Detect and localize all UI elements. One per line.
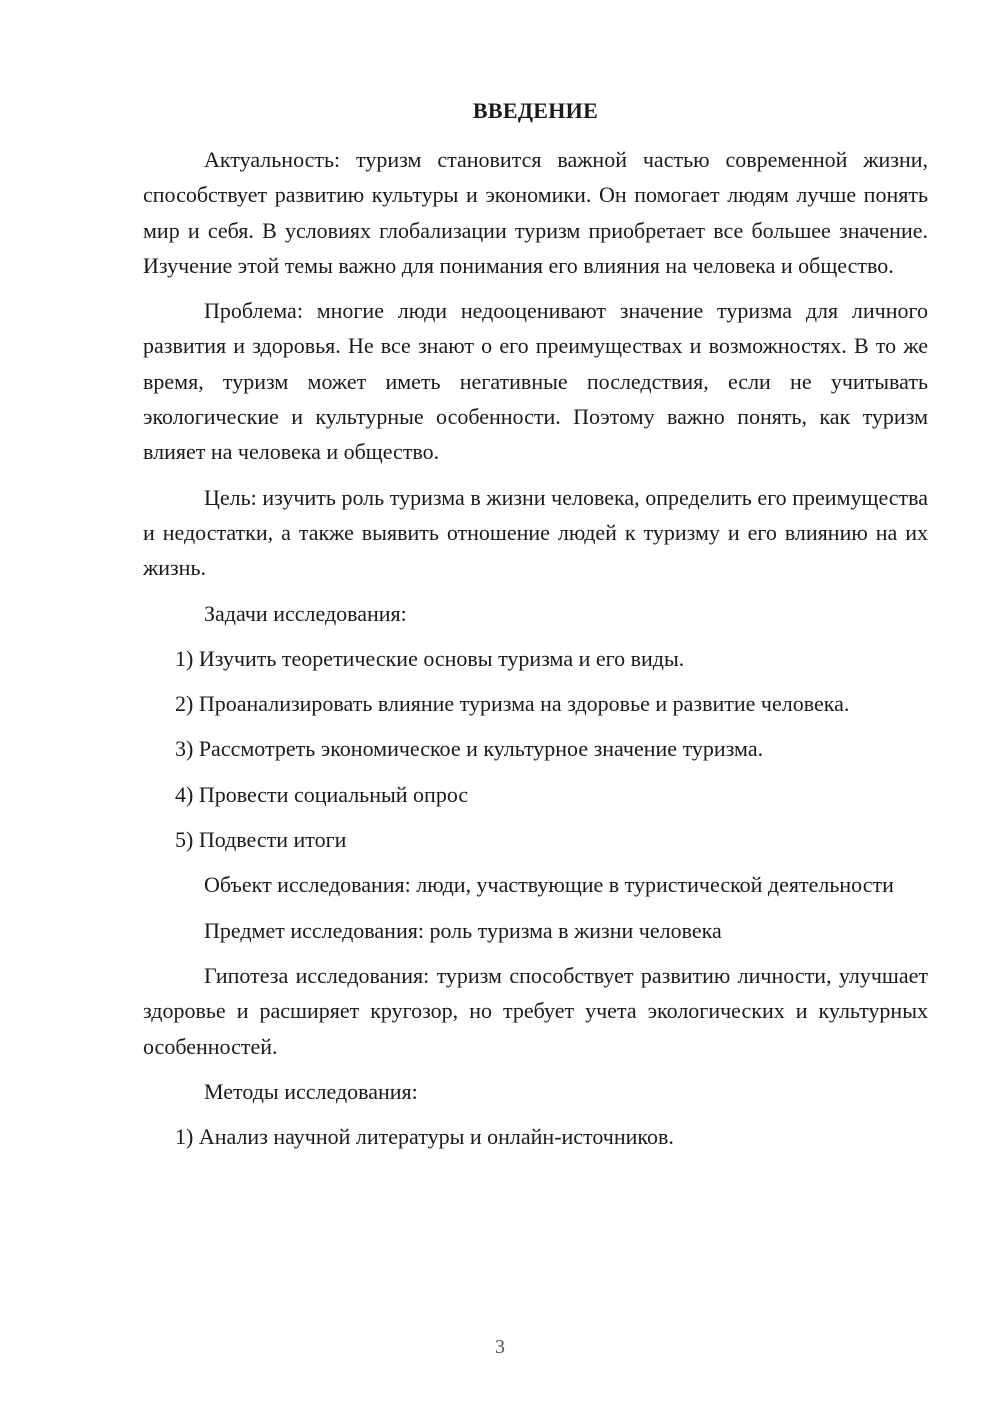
list-item-method-1: 1) Анализ научной литературы и онлайн-источников. <box>175 1124 674 1150</box>
page-number: 3 <box>495 1336 505 1358</box>
paragraph-hypothesis: Гипотеза исследования: туризм способствует развитию личности, улучшает здоровье и расширяет кругозор, но требует учета экологических и культурных особенностей. <box>143 962 928 1059</box>
list-item-task-5: 5) Подвести итоги <box>175 827 347 853</box>
list-item-task-4: 4) Провести социальный опрос <box>175 781 469 807</box>
list-item-task-3: 3) Рассмотреть экономическое и культурное значение туризма. <box>175 736 764 762</box>
paragraph-problem: Проблема: многие люди недооценивают значение туризма для личного развития и здоровья. Не все знают о его преимуществах и возможностях. В то же время, туризм может иметь негативные последствия, если не учитывать экологические и культурные особенности. Поэтому важно понять, как туризм влияет на человека и общество. <box>143 298 928 465</box>
paragraph-goal: Цель: изучить роль туризма в жизни человека, определить его преимущества и недостатки, а также выявить отношение людей к туризму и его влиянию на их жизнь. <box>143 484 928 581</box>
paragraph-relevance: Актуальность: туризм становится важной частью современной жизни, способствует развитию культуры и экономики. Он помогает людям лучше понять мир и себя. В условиях глобализации туризм приобретает все большее значение. Изучение этой темы важно для понимания его влияния на человека и общество. <box>143 147 928 278</box>
document-body <box>143 142 928 1164</box>
paragraph-methods-heading: Методы исследования: <box>204 1078 418 1104</box>
paragraph-tasks-heading: Задачи исследования: <box>204 600 407 626</box>
list-item-task-2: 2) Проанализировать влияние туризма на здоровье и развитие человека. <box>175 691 850 717</box>
page-title: ВВЕДЕНИЕ <box>472 98 599 123</box>
list-item-task-1: 1) Изучить теоретические основы туризма и его виды. <box>175 645 685 671</box>
paragraph-object: Объект исследования: люди, участвующие в туристической деятельности <box>204 872 894 898</box>
paragraph-subject: Предмет исследования: роль туризма в жизни человека <box>204 917 722 943</box>
